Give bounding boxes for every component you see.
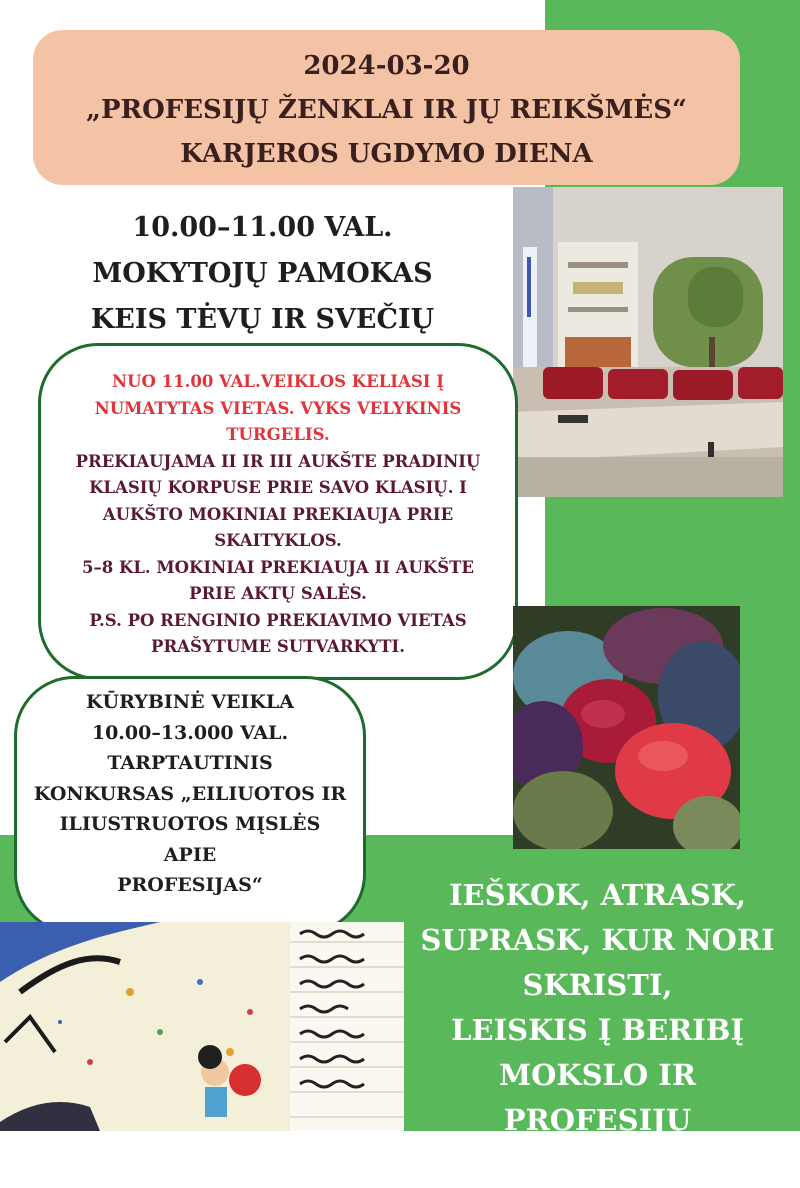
schedule-block bbox=[60, 205, 465, 343]
info-line: PREKIAUJAMA II IR III AUKŠTE PRADINIŲ bbox=[75, 451, 481, 471]
schedule-time: 10.00–11.00 VAL. bbox=[132, 212, 393, 243]
info-line: TURGELIS. bbox=[226, 425, 330, 444]
event-title: „PROFESIJŲ ŽENKLAI IR JŲ REIKŠMĖS“ bbox=[86, 95, 687, 125]
info-line: 5–8 KL. MOKINIAI PREKIAUJA II AUKŠTE bbox=[82, 557, 474, 577]
info-line: PRIE AKTŲ SALĖS. bbox=[189, 584, 367, 603]
creative-line: 10.00–13.000 VAL. bbox=[91, 721, 289, 744]
info-line: NUMATYTAS VIETAS. VYKS VELYKINIS bbox=[94, 398, 462, 418]
creative-activity-box bbox=[14, 676, 366, 934]
children-drawing-image bbox=[0, 922, 404, 1131]
creative-line: PROFESIJAS“ bbox=[117, 874, 263, 896]
easter-eggs-photo bbox=[513, 606, 740, 849]
schedule-line-3: KEIS TĖVŲ IR SVEČIŲ bbox=[90, 304, 435, 335]
slogan-line: LEISKIS Į BERIBĮ bbox=[451, 1013, 744, 1047]
slogan bbox=[405, 873, 790, 1188]
slogan-line: IEŠKOK, ATRASK, bbox=[448, 878, 747, 912]
slogan-line: MOKSLO IR PROFESIJŲ bbox=[499, 1058, 696, 1137]
creative-line: TARPTAUTINIS bbox=[107, 752, 273, 774]
info-line: SKAITYKLOS. bbox=[214, 531, 342, 550]
event-date: 2024-03-20 bbox=[303, 51, 470, 81]
slogan-line: KELIĄ... bbox=[530, 1148, 665, 1182]
classroom-photo bbox=[513, 187, 783, 497]
creative-line: APIE bbox=[163, 843, 217, 866]
market-info-box bbox=[38, 343, 518, 680]
slogan-line: SKRISTI, bbox=[522, 968, 673, 1002]
info-line: KLASIŲ KORPUSE PRIE SAVO KLASIŲ. I bbox=[89, 478, 467, 497]
info-line: NUO 11.00 VAL.VEIKLOS KELIASI Į bbox=[112, 372, 444, 391]
creative-line: ILIUSTRUOTOS MĮSLĖS bbox=[59, 813, 321, 835]
event-subtitle: KARJEROS UGDYMO DIENA bbox=[180, 139, 593, 169]
info-line: PRAŠYTUME SUTVARKYTI. bbox=[151, 637, 405, 656]
slogan-line: SUPRASK, KUR NORI bbox=[420, 923, 775, 957]
info-line: P.S. PO RENGINIO PREKIAVIMO VIETAS bbox=[89, 610, 467, 630]
title-banner bbox=[33, 30, 740, 185]
schedule-line-2: MOKYTOJŲ PAMOKAS bbox=[92, 258, 433, 289]
creative-line: KŪRYBINĖ VEIKLA bbox=[86, 691, 294, 713]
info-line: AUKŠTO MOKINIAI PREKIAUJA PRIE bbox=[102, 504, 454, 524]
creative-line: KONKURSAS „EILIUOTOS IR bbox=[33, 782, 347, 805]
